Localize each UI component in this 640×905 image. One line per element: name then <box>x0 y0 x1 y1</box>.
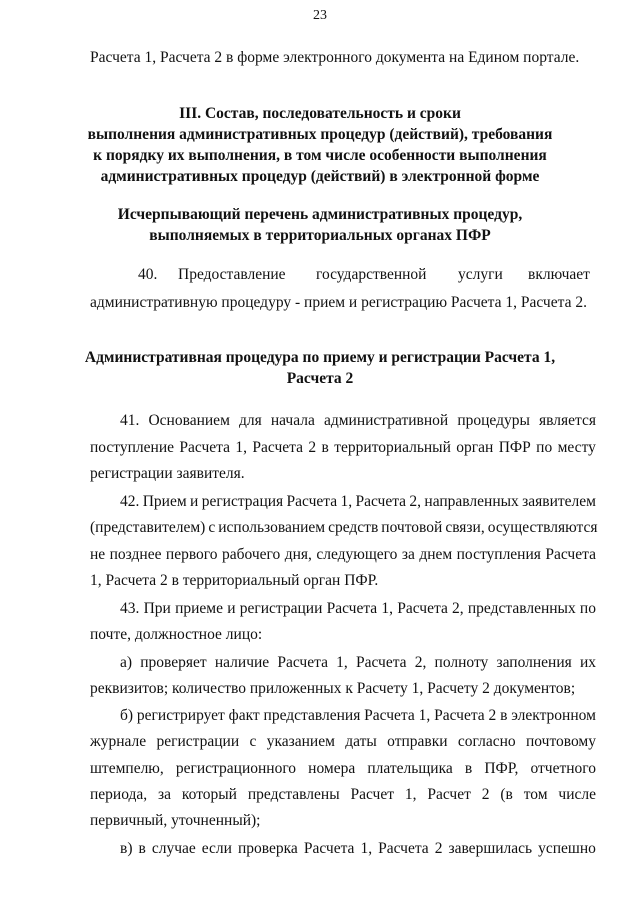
text-line: 41. Основанием для начала административной процедуры является <box>120 412 596 429</box>
text-line: административную процедуру - прием и регистрацию Расчета 1, Расчета 2. <box>90 294 587 311</box>
paragraph-number: 40. <box>138 266 158 283</box>
paragraph-word: Предоставление <box>178 266 286 283</box>
paragraph-word: государственной <box>316 266 427 283</box>
text-line: а) проверяет наличие Расчета 1, Расчета 2, полноту заполнения их <box>120 654 596 671</box>
procedure-heading-line: Административная процедура по приему и регистрации Расчета 1, <box>84 349 556 366</box>
text-line: (представителем) с использованием средств почтовой связи, осуществляются <box>90 519 598 536</box>
text-line: в) в случае если проверка Расчета 1, Расчета 2 завершилась успешно <box>120 840 596 857</box>
text-line: реквизитов; количество приложенных к Расчету 1, Расчету 2 документов; <box>90 680 576 697</box>
text-line: Расчета 1, Расчета 2 в форме электронного документа на Едином портале. <box>90 49 580 66</box>
paragraph-word: услуги <box>458 266 503 283</box>
text-line: штемпелю, регистрационного номера плательщика в ПФР, отчетного <box>90 760 596 777</box>
section-heading-line: III. Состав, последовательность и сроки <box>179 105 461 122</box>
text-line: 43. При приеме и регистрации Расчета 1, Расчета 2, представленных по <box>120 600 596 617</box>
section-heading-line: выполнения административных процедур (действий), требования <box>87 126 553 143</box>
text-line: журнале регистрации с указанием даты отправки согласно почтовому <box>90 733 596 750</box>
text-line: регистрации заявителя. <box>90 465 245 482</box>
text-line: почте, должностное лицо: <box>90 626 263 643</box>
text-line: периода, за который представлены Расчет 1, Расчет 2 (в том числе <box>90 786 596 803</box>
procedure-heading-line: Расчета 2 <box>286 370 354 387</box>
subsection-heading-line: выполняемых в территориальных органах ПФР <box>149 227 491 244</box>
text-line: первичный, уточненный); <box>90 812 261 829</box>
text-line: 1, Расчета 2 в территориальный орган ПФР. <box>90 572 379 589</box>
page-number: 23 <box>313 8 327 23</box>
text-line: не позднее первого рабочего дня, следующего за днем поступления Расчета <box>90 546 596 563</box>
section-heading-line: административных процедур (действий) в электронной форме <box>100 168 540 185</box>
text-line: б) регистрирует факт представления Расчета 1, Расчета 2 в электронном <box>120 707 596 724</box>
paragraph-word: включает <box>528 266 590 283</box>
text-line: поступление Расчета 1, Расчета 2 в территориальный орган ПФР по месту <box>90 439 596 456</box>
section-heading-line: к порядку их выполнения, в том числе особенности выполнения <box>93 147 547 164</box>
subsection-heading-line: Исчерпывающий перечень административных процедур, <box>117 206 523 223</box>
text-line: 42. Прием и регистрация Расчета 1, Расчета 2, направленных заявителем <box>120 493 596 510</box>
